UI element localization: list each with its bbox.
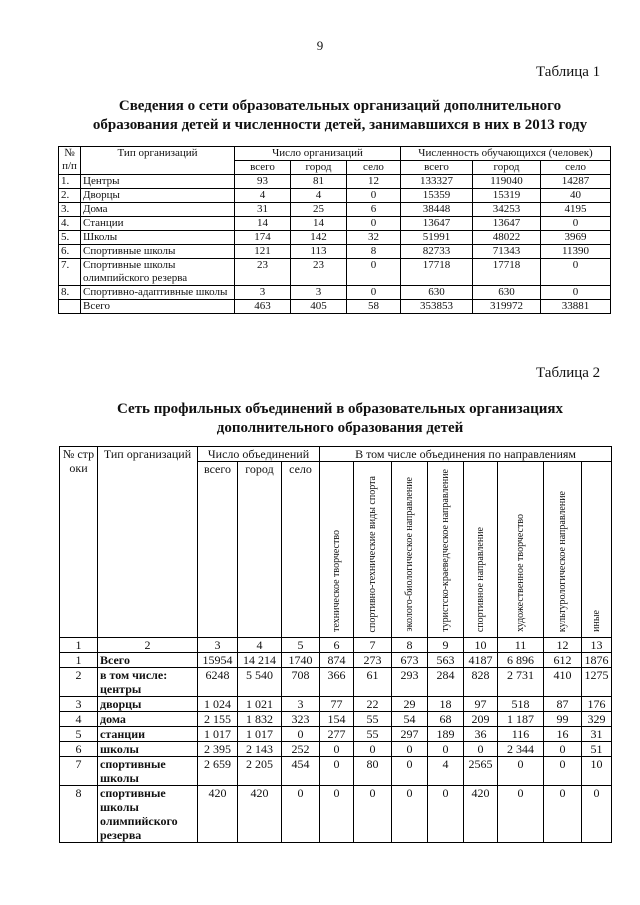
cell-value: 353853 — [401, 300, 473, 314]
column-number: 3 — [198, 638, 238, 653]
cell-value: 0 — [320, 757, 354, 786]
cell-value: 252 — [282, 742, 320, 757]
table-row — [60, 668, 612, 697]
cell-value: 32 — [347, 231, 401, 245]
table1-heading — [40, 97, 640, 135]
cell-value: 16 — [544, 727, 582, 742]
table1-heading-line1: Сведения о сети образовательных организаций дополнительного — [118, 98, 562, 114]
cell-value: 630 — [473, 286, 541, 300]
cell-value: 119040 — [473, 175, 541, 189]
direction-label: эколого-биологическое направление — [404, 477, 415, 632]
direction-label: спортивно-технические виды спорта — [367, 475, 378, 632]
cell-value: 99 — [544, 712, 582, 727]
cell-value: 366 — [320, 668, 354, 697]
cell-value: 0 — [282, 786, 320, 843]
cell-value: 454 — [282, 757, 320, 786]
t2-column-numbers-row — [60, 638, 612, 653]
cell-value: 6 — [347, 203, 401, 217]
cell-value: 420 — [464, 786, 498, 843]
org-type: Центры — [81, 175, 235, 189]
table2-heading-line2: дополнительного образования детей — [216, 420, 464, 436]
table-row — [59, 286, 611, 300]
org-type: Всего — [98, 653, 198, 668]
table2-label: Таблица 2 — [536, 365, 601, 381]
row-number — [59, 300, 81, 314]
direction-label: художественное творчество — [515, 514, 526, 632]
cell-value: 58 — [347, 300, 401, 314]
row-number: 6 — [60, 742, 98, 757]
cell-value: 0 — [498, 786, 544, 843]
t1-body — [59, 175, 611, 314]
org-type: спортивные школы олимпийского резерва — [98, 786, 198, 843]
cell-value: 277 — [320, 727, 354, 742]
cell-value: 23 — [235, 259, 291, 286]
cell-value: 209 — [464, 712, 498, 727]
cell-value: 0 — [392, 786, 428, 843]
t2-body — [60, 653, 612, 843]
cell-value: 0 — [544, 742, 582, 757]
cell-value: 6248 — [198, 668, 238, 697]
table1-heading-line2: образования детей и численности детей, занимавшихся в них в 2013 году — [92, 117, 588, 133]
table-row — [60, 653, 612, 668]
cell-value: 14287 — [541, 175, 611, 189]
cell-value: 0 — [544, 757, 582, 786]
cell-value: 0 — [320, 786, 354, 843]
cell-value: 0 — [282, 727, 320, 742]
cell-value: 82733 — [401, 245, 473, 259]
cell-value: 17718 — [473, 259, 541, 286]
cell-value: 55 — [354, 727, 392, 742]
org-type: в том числе: центры — [98, 668, 198, 697]
cell-value: 14 — [291, 217, 347, 231]
org-type: Дворцы — [81, 189, 235, 203]
cell-value: 189 — [428, 727, 464, 742]
cell-value: 0 — [544, 786, 582, 843]
row-number: 8. — [59, 286, 81, 300]
row-number: 1. — [59, 175, 81, 189]
column-number: 4 — [238, 638, 282, 653]
column-number: 9 — [428, 638, 464, 653]
table1 — [58, 146, 611, 314]
t1-header-type: Тип организаций — [81, 147, 235, 175]
cell-value: 4 — [428, 757, 464, 786]
cell-value: 0 — [464, 742, 498, 757]
table-row — [59, 231, 611, 245]
cell-value: 25 — [291, 203, 347, 217]
cell-value: 12 — [347, 175, 401, 189]
direction-header-wrap — [466, 462, 495, 632]
t2-sub-total: всего — [198, 462, 238, 638]
row-number: 5. — [59, 231, 81, 245]
table-row — [59, 189, 611, 203]
cell-value: 2 731 — [498, 668, 544, 697]
cell-value: 3 — [282, 697, 320, 712]
t2-header-directions: В том числе объединения по направлениям — [320, 447, 612, 462]
org-type: станции — [98, 727, 198, 742]
cell-value: 2565 — [464, 757, 498, 786]
row-number: 1 — [60, 653, 98, 668]
org-type: Школы — [81, 231, 235, 245]
cell-value: 323 — [282, 712, 320, 727]
cell-value: 4 — [235, 189, 291, 203]
row-number: 5 — [60, 727, 98, 742]
cell-value: 612 — [544, 653, 582, 668]
cell-value: 23 — [291, 259, 347, 286]
org-type: дворцы — [98, 697, 198, 712]
direction-header — [544, 462, 582, 638]
cell-value: 410 — [544, 668, 582, 697]
t1-header-orgs: Число организаций — [235, 147, 401, 161]
cell-value: 33881 — [541, 300, 611, 314]
cell-value: 4 — [291, 189, 347, 203]
direction-header — [498, 462, 544, 638]
org-type: Станции — [81, 217, 235, 231]
cell-value: 176 — [582, 697, 612, 712]
table-row — [59, 259, 611, 286]
direction-label: иные — [591, 610, 603, 632]
cell-value: 113 — [291, 245, 347, 259]
cell-value: 18 — [428, 697, 464, 712]
table-row — [60, 757, 612, 786]
cell-value: 54 — [392, 712, 428, 727]
cell-value: 420 — [238, 786, 282, 843]
t2-header-assoc: Число объединений — [198, 447, 320, 462]
cell-value: 81 — [291, 175, 347, 189]
row-number: 3 — [60, 697, 98, 712]
cell-value: 0 — [354, 742, 392, 757]
cell-value: 15954 — [198, 653, 238, 668]
table-row — [60, 727, 612, 742]
cell-value: 51 — [582, 742, 612, 757]
cell-value: 828 — [464, 668, 498, 697]
t1-sub-total-students: всего — [401, 161, 473, 175]
cell-value: 8 — [347, 245, 401, 259]
cell-value: 297 — [392, 727, 428, 742]
org-type: Спортивные школы — [81, 245, 235, 259]
org-type: дома — [98, 712, 198, 727]
direction-header — [464, 462, 498, 638]
direction-header-wrap — [322, 462, 351, 632]
cell-value: 563 — [428, 653, 464, 668]
org-type: Спортивно-адаптивные школы — [81, 286, 235, 300]
cell-value: 319972 — [473, 300, 541, 314]
t1-sub-village: село — [347, 161, 401, 175]
org-type: Всего — [81, 300, 235, 314]
cell-value: 1275 — [582, 668, 612, 697]
cell-value: 13647 — [401, 217, 473, 231]
cell-value: 34253 — [473, 203, 541, 217]
cell-value: 97 — [464, 697, 498, 712]
cell-value: 61 — [354, 668, 392, 697]
row-number: 4 — [60, 712, 98, 727]
cell-value: 0 — [347, 217, 401, 231]
cell-value: 14 214 — [238, 653, 282, 668]
cell-value: 142 — [291, 231, 347, 245]
cell-value: 38448 — [401, 203, 473, 217]
cell-value: 405 — [291, 300, 347, 314]
cell-value: 284 — [428, 668, 464, 697]
cell-value: 463 — [235, 300, 291, 314]
direction-header — [428, 462, 464, 638]
cell-value: 3 — [235, 286, 291, 300]
cell-value: 87 — [544, 697, 582, 712]
cell-value: 116 — [498, 727, 544, 742]
row-number: 7 — [60, 757, 98, 786]
cell-value: 273 — [354, 653, 392, 668]
cell-value: 420 — [198, 786, 238, 843]
direction-header-wrap — [584, 462, 609, 632]
cell-value: 2 395 — [198, 742, 238, 757]
cell-value: 0 — [392, 757, 428, 786]
column-number: 6 — [320, 638, 354, 653]
cell-value: 293 — [392, 668, 428, 697]
row-number: 4. — [59, 217, 81, 231]
cell-value: 55 — [354, 712, 392, 727]
table-row — [59, 300, 611, 314]
cell-value: 1740 — [282, 653, 320, 668]
t1-header-students: Численность обучающихся (человек) — [401, 147, 611, 161]
direction-header — [320, 462, 354, 638]
column-number: 12 — [544, 638, 582, 653]
cell-value: 0 — [541, 286, 611, 300]
direction-label: культурологическое направление — [557, 490, 568, 632]
cell-value: 11390 — [541, 245, 611, 259]
table-row — [60, 742, 612, 757]
cell-value: 1 017 — [198, 727, 238, 742]
cell-value: 40 — [541, 189, 611, 203]
t1-header-num-line1: № — [64, 147, 75, 159]
t2-header-type: Тип организаций — [98, 447, 198, 638]
cell-value: 31 — [582, 727, 612, 742]
direction-label: туристско-краеведческое направление — [440, 469, 451, 632]
cell-value: 51991 — [401, 231, 473, 245]
cell-value: 874 — [320, 653, 354, 668]
t2-sub-village: село — [282, 462, 320, 638]
column-number: 13 — [582, 638, 612, 653]
cell-value: 2 155 — [198, 712, 238, 727]
row-number: 6. — [59, 245, 81, 259]
column-number: 8 — [392, 638, 428, 653]
cell-value: 6 896 — [498, 653, 544, 668]
row-number: 2. — [59, 189, 81, 203]
table-row — [59, 175, 611, 189]
cell-value: 2 659 — [198, 757, 238, 786]
cell-value: 673 — [392, 653, 428, 668]
cell-value: 0 — [347, 189, 401, 203]
cell-value: 0 — [320, 742, 354, 757]
cell-value: 0 — [347, 286, 401, 300]
direction-label: спортивное направление — [475, 526, 486, 632]
direction-header-wrap — [500, 462, 541, 632]
direction-header — [582, 462, 612, 638]
cell-value: 17718 — [401, 259, 473, 286]
cell-value: 0 — [392, 742, 428, 757]
direction-header-wrap — [356, 462, 389, 632]
cell-value: 77 — [320, 697, 354, 712]
cell-value: 22 — [354, 697, 392, 712]
table-row — [60, 712, 612, 727]
cell-value: 1 017 — [238, 727, 282, 742]
table-row — [59, 217, 611, 231]
cell-value: 2 344 — [498, 742, 544, 757]
cell-value: 71343 — [473, 245, 541, 259]
table-row — [59, 245, 611, 259]
cell-value: 630 — [401, 286, 473, 300]
cell-value: 154 — [320, 712, 354, 727]
table-row — [59, 203, 611, 217]
cell-value: 14 — [235, 217, 291, 231]
cell-value: 93 — [235, 175, 291, 189]
cell-value: 1 187 — [498, 712, 544, 727]
cell-value: 121 — [235, 245, 291, 259]
cell-value: 5 540 — [238, 668, 282, 697]
cell-value: 3969 — [541, 231, 611, 245]
cell-value: 36 — [464, 727, 498, 742]
row-number: 7. — [59, 259, 81, 286]
cell-value: 518 — [498, 697, 544, 712]
cell-value: 2 205 — [238, 757, 282, 786]
direction-header-wrap — [546, 462, 579, 632]
cell-value: 2 143 — [238, 742, 282, 757]
org-type: школы — [98, 742, 198, 757]
cell-value: 4195 — [541, 203, 611, 217]
row-number: 8 — [60, 786, 98, 843]
cell-value: 1 024 — [198, 697, 238, 712]
direction-header — [392, 462, 428, 638]
t2-sub-city: город — [238, 462, 282, 638]
cell-value: 133327 — [401, 175, 473, 189]
cell-value: 31 — [235, 203, 291, 217]
cell-value: 0 — [541, 259, 611, 286]
cell-value: 0 — [498, 757, 544, 786]
column-number: 11 — [498, 638, 544, 653]
direction-header — [354, 462, 392, 638]
cell-value: 1 021 — [238, 697, 282, 712]
cell-value: 3 — [291, 286, 347, 300]
table2-heading-line1: Сеть профильных объединений в образовательных организациях — [116, 401, 564, 417]
cell-value: 29 — [392, 697, 428, 712]
cell-value: 0 — [582, 786, 612, 843]
direction-header-wrap — [430, 462, 461, 632]
cell-value: 0 — [347, 259, 401, 286]
page-number: 9 — [316, 38, 324, 53]
t1-sub-village-students: село — [541, 161, 611, 175]
row-number: 3. — [59, 203, 81, 217]
cell-value: 80 — [354, 757, 392, 786]
org-type: спортивные школы — [98, 757, 198, 786]
column-number: 5 — [282, 638, 320, 653]
org-type: Дома — [81, 203, 235, 217]
direction-label: техническое творчество — [331, 530, 342, 632]
cell-value: 13647 — [473, 217, 541, 231]
cell-value: 329 — [582, 712, 612, 727]
table1-label: Таблица 1 — [536, 64, 601, 80]
cell-value: 1876 — [582, 653, 612, 668]
cell-value: 1 832 — [238, 712, 282, 727]
t1-header-num-line2: п/п — [62, 160, 77, 172]
org-type: Спортивные школы олимпийского резерва — [81, 259, 235, 286]
column-number: 1 — [60, 638, 98, 653]
direction-header-wrap — [394, 462, 425, 632]
cell-value: 48022 — [473, 231, 541, 245]
cell-value: 0 — [354, 786, 392, 843]
table-row — [60, 786, 612, 843]
table-row — [60, 697, 612, 712]
column-number: 2 — [98, 638, 198, 653]
cell-value: 174 — [235, 231, 291, 245]
t2-header-num: № строки — [60, 447, 98, 638]
t1-sub-total: всего — [235, 161, 291, 175]
cell-value: 0 — [428, 742, 464, 757]
t1-sub-city-students: город — [473, 161, 541, 175]
table2-heading — [40, 400, 640, 438]
column-number: 10 — [464, 638, 498, 653]
column-number: 7 — [354, 638, 392, 653]
cell-value: 4187 — [464, 653, 498, 668]
row-number: 2 — [60, 668, 98, 697]
table2 — [59, 446, 612, 843]
cell-value: 15319 — [473, 189, 541, 203]
cell-value: 68 — [428, 712, 464, 727]
cell-value: 15359 — [401, 189, 473, 203]
cell-value: 0 — [428, 786, 464, 843]
cell-value: 0 — [541, 217, 611, 231]
cell-value: 708 — [282, 668, 320, 697]
cell-value: 10 — [582, 757, 612, 786]
t1-header-num — [59, 147, 81, 175]
t1-sub-city: город — [291, 161, 347, 175]
